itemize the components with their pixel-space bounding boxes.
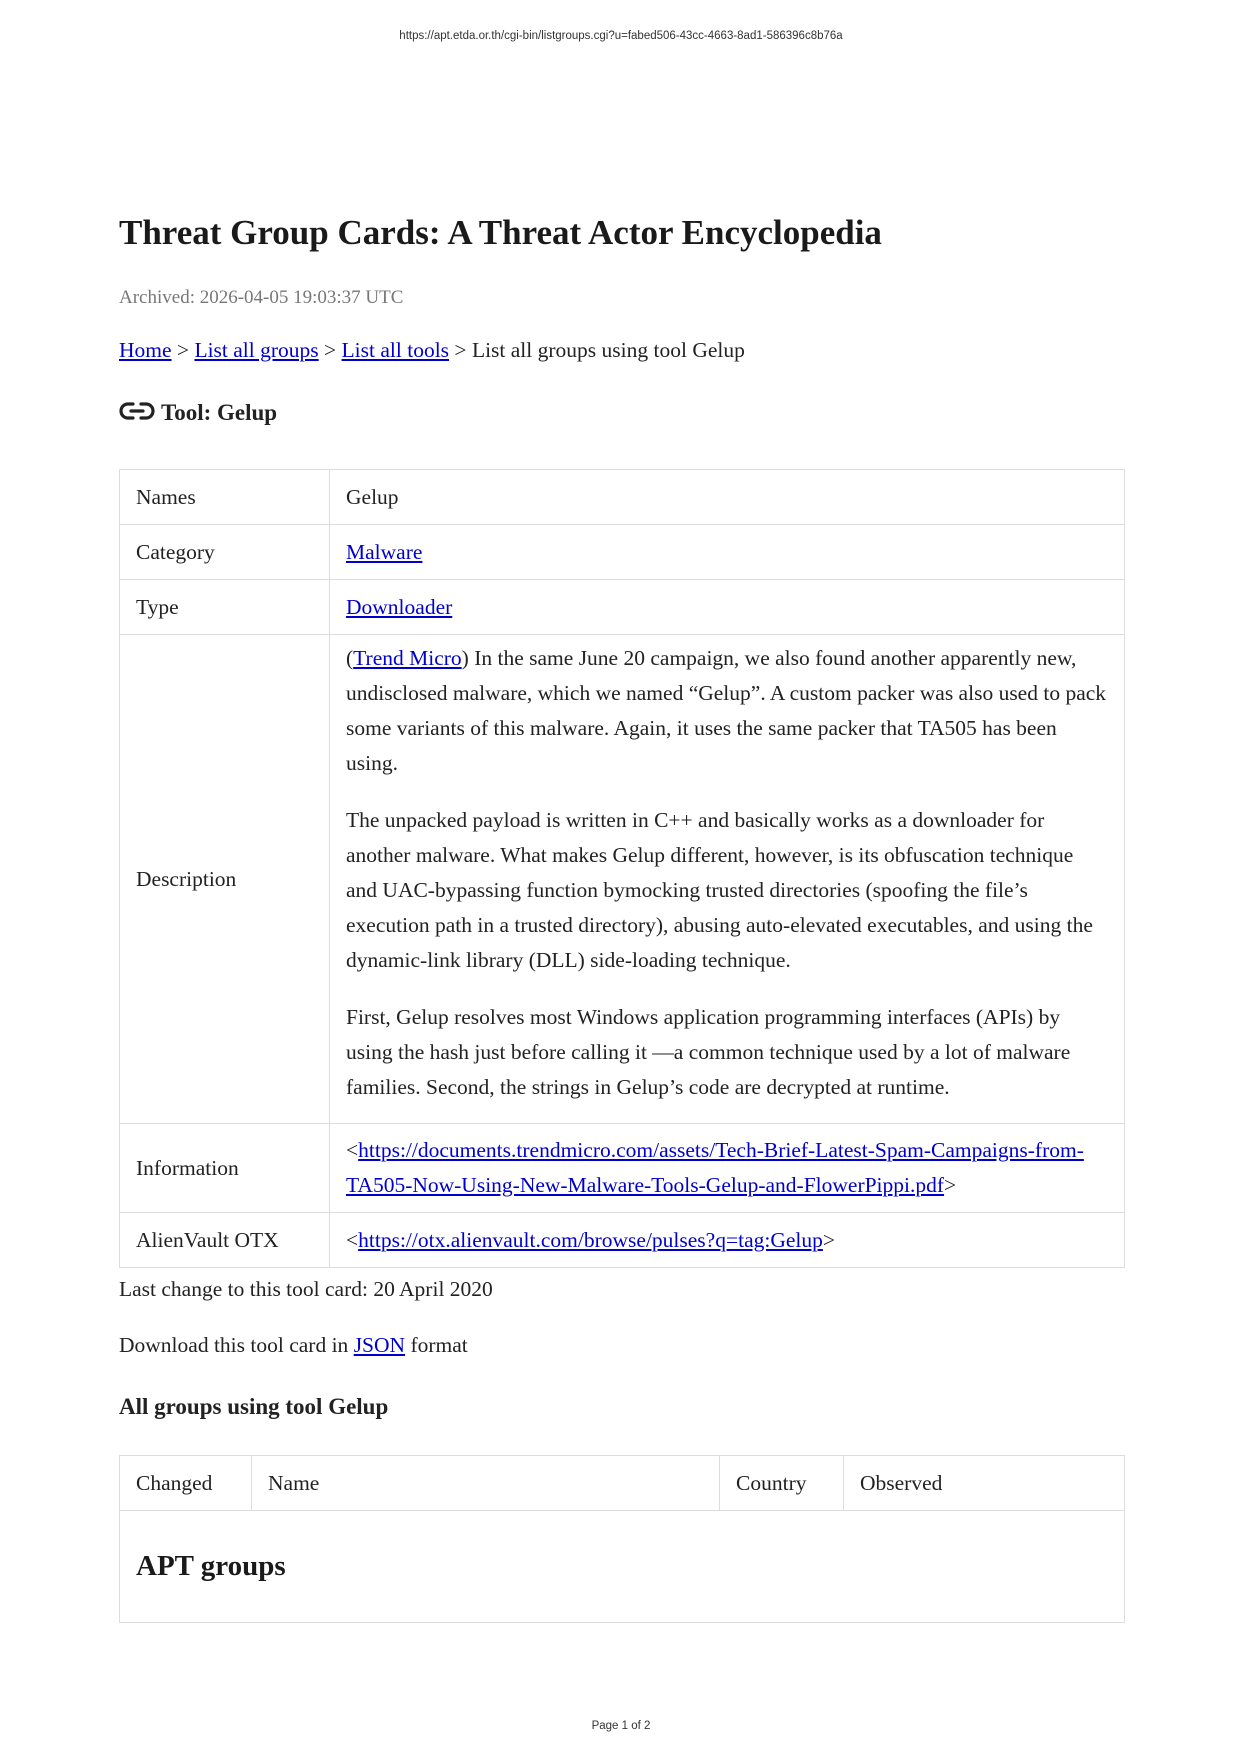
paren-close: ) [461, 646, 469, 670]
category-label: Category [120, 525, 330, 580]
type-cell [330, 580, 1125, 635]
last-change-text: Last change to this tool card: 20 April 2020 [119, 1277, 493, 1301]
description-paragraph: The unpacked payload is written in C++ and basically works as a downloader for another malware. What makes Gelup different, however, is its obfuscation technique and UAC-bypassing function bymocking trusted directories (spoofing the file’s execution path in a trusted directory), abusing auto-elevated executables, and using the dynamic-link library (DLL) side-loading technique. [346, 808, 1093, 972]
table-row [120, 470, 1125, 525]
breadcrumb [119, 338, 745, 363]
json-download-link[interactable]: JSON [353, 1333, 406, 1357]
information-link[interactable] [346, 1138, 1084, 1197]
description-paragraph [346, 641, 1108, 781]
page-url: https://apt.etda.or.th/cgi-bin/listgroups.cgi?u=fabed506-43cc-4663-8ad1-586396c8b76a [399, 30, 843, 42]
angle-open: < [346, 1138, 359, 1162]
groups-table [119, 1455, 1125, 1623]
download-prefix: Download this tool card in [119, 1333, 354, 1357]
tool-heading-text: Tool: Gelup [161, 400, 278, 425]
otx-label: AlienVault OTX [120, 1213, 330, 1268]
page-number: Page 1 of 2 [591, 1720, 651, 1732]
information-label: Information [120, 1124, 330, 1213]
table-row [120, 1511, 1125, 1623]
category-cell [330, 525, 1125, 580]
link-icon [119, 400, 155, 422]
angle-close: > [944, 1173, 957, 1197]
breadcrumb-tools-link[interactable]: List all tools [341, 338, 450, 362]
type-link[interactable]: Downloader [346, 594, 453, 619]
description-paragraph: First, Gelup resolves most Windows application programming interfaces (APIs) by using the hash just before calling it —a common technique used by a lot of malware families. Second, the strings in Gelup’s code are decrypted at runtime. [346, 1005, 1071, 1099]
otx-cell [330, 1213, 1125, 1268]
breadcrumb-separator: > [324, 338, 337, 362]
paren-open: ( [346, 646, 354, 670]
breadcrumb-current: List all groups using tool Gelup [471, 338, 745, 362]
archived-timestamp: Archived: 2026-04-05 19:03:37 UTC [119, 287, 404, 308]
names-value: Gelup [330, 470, 1125, 525]
category-link[interactable]: Malware [346, 539, 423, 564]
download-suffix: format [405, 1333, 468, 1357]
table-row [120, 525, 1125, 580]
names-label: Names [120, 470, 330, 525]
breadcrumb-home-link[interactable]: Home [119, 338, 172, 362]
description-text: In the same June 20 campaign, we also found another apparently new, undisclosed malware, which we named “Gelup”. A custom packer was also used to pack some variants of this malware. Again, it uses the same packer that TA505 has been using. [346, 646, 1107, 775]
column-header-country: Country [720, 1456, 844, 1511]
table-header-row [120, 1456, 1125, 1511]
breadcrumb-separator: > [176, 338, 190, 362]
column-header-changed: Changed [120, 1456, 252, 1511]
type-label: Type [120, 580, 330, 635]
information-cell [330, 1124, 1125, 1213]
table-row [120, 580, 1125, 635]
angle-open: < [346, 1227, 359, 1252]
groups-heading: All groups using tool Gelup [119, 1394, 389, 1419]
column-header-observed: Observed [844, 1456, 1125, 1511]
breadcrumb-groups-link[interactable]: List all groups [194, 338, 319, 362]
table-row [120, 1124, 1125, 1213]
table-row [120, 1213, 1125, 1268]
apt-groups-section: APT groups [120, 1511, 1125, 1623]
otx-link[interactable]: https://otx.alienvault.com/browse/pulses?q=tag:Gelup [358, 1227, 823, 1252]
information-link-part2: TA505-Now-Using-New-Malware-Tools-Gelup-and-FlowerPippi.pdf [346, 1173, 945, 1197]
breadcrumb-separator: > [454, 338, 467, 362]
page-title: Threat Group Cards: A Threat Actor Encyclopedia [119, 213, 882, 252]
tool-card-table [119, 469, 1125, 1268]
information-link-part1: https://documents.trendmicro.com/assets/Tech-Brief-Latest-Spam-Campaigns-from- [358, 1138, 1084, 1162]
column-header-name: Name [252, 1456, 720, 1511]
description-cell [330, 635, 1125, 1124]
angle-close: > [822, 1227, 836, 1252]
trend-micro-link[interactable]: Trend Micro [353, 646, 462, 670]
description-label: Description [120, 635, 330, 1124]
table-row [120, 635, 1125, 1124]
download-line [119, 1333, 468, 1358]
tool-heading [119, 400, 277, 426]
